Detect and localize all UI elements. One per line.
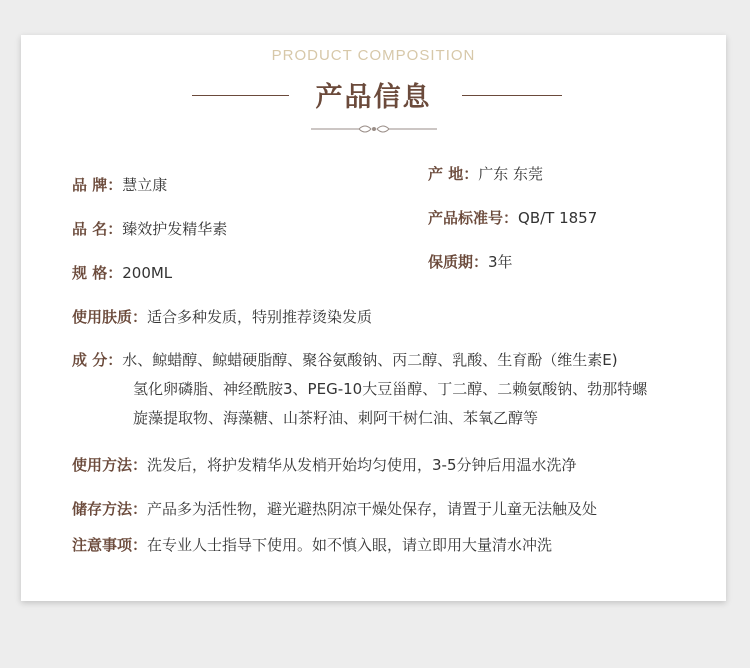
title-divider-right xyxy=(462,95,562,96)
field-usage-label: 使用方法： xyxy=(72,456,148,474)
field-storage-value: 产品多为活性物，避光避热阴凉干燥处保存，请置于儿童无法触及处 xyxy=(147,500,598,518)
field-name-value: 臻效护发精华素 xyxy=(122,220,228,238)
field-spec-label: 规 格： xyxy=(72,264,123,282)
field-spec-value: 200ML xyxy=(122,264,173,282)
field-standard-value: QB/T 1857 xyxy=(518,209,598,227)
product-info-card xyxy=(21,35,726,601)
field-hair-type-label: 使用肤质： xyxy=(72,308,148,326)
field-hair-type xyxy=(72,303,372,332)
field-origin-label: 产 地： xyxy=(428,165,479,183)
field-origin xyxy=(428,160,543,189)
field-ingredients-label: 成 分： xyxy=(72,351,123,369)
section-subtitle: PRODUCT COMPOSITION xyxy=(271,47,476,64)
field-ingredients-line3: 旋藻提取物、海藻糖、山茶籽油、刺阿干树仁油、苯氧乙醇等 xyxy=(133,409,539,427)
field-notes-label: 注意事项： xyxy=(72,536,148,554)
field-origin-value: 广东 东莞 xyxy=(478,165,544,183)
title-row xyxy=(21,75,726,115)
field-shelf-life-value: 3年 xyxy=(488,253,513,271)
field-usage-value: 洗发后，将护发精华从发梢开始均匀使用，3-5分钟后用温水洗净 xyxy=(147,456,577,474)
field-standard-label: 产品标准号： xyxy=(428,209,519,227)
field-spec xyxy=(72,259,172,288)
field-notes xyxy=(72,531,552,560)
field-ingredients xyxy=(72,346,647,433)
field-shelf-life-label: 保质期： xyxy=(428,253,489,271)
field-name xyxy=(72,215,227,244)
field-brand-label: 品 牌： xyxy=(72,176,123,194)
field-shelf-life xyxy=(428,248,513,277)
field-usage xyxy=(72,451,577,480)
field-name-label: 品 名： xyxy=(72,220,123,238)
ornament-divider-icon xyxy=(311,123,437,135)
field-notes-value: 在专业人士指导下使用。如不慎入眼，请立即用大量清水冲洗 xyxy=(147,536,553,554)
field-storage-label: 储存方法： xyxy=(72,500,148,518)
field-storage xyxy=(72,495,597,524)
field-ingredients-line2: 氢化卵磷脂、神经酰胺3、PEG-10大豆甾醇、丁二醇、二赖氨酸钠、勃那特螺 xyxy=(133,380,648,398)
field-standard xyxy=(428,204,597,233)
field-hair-type-value: 适合多种发质，特别推荐烫染发质 xyxy=(147,308,373,326)
section-title: 产品信息 xyxy=(315,82,432,113)
field-brand-value: 慧立康 xyxy=(122,176,168,194)
field-brand xyxy=(72,171,167,200)
field-ingredients-line1: 水、鲸蜡醇、鲸蜡硬脂醇、聚谷氨酸钠、丙二醇、乳酸、生育酚（维生素E) xyxy=(122,351,618,369)
